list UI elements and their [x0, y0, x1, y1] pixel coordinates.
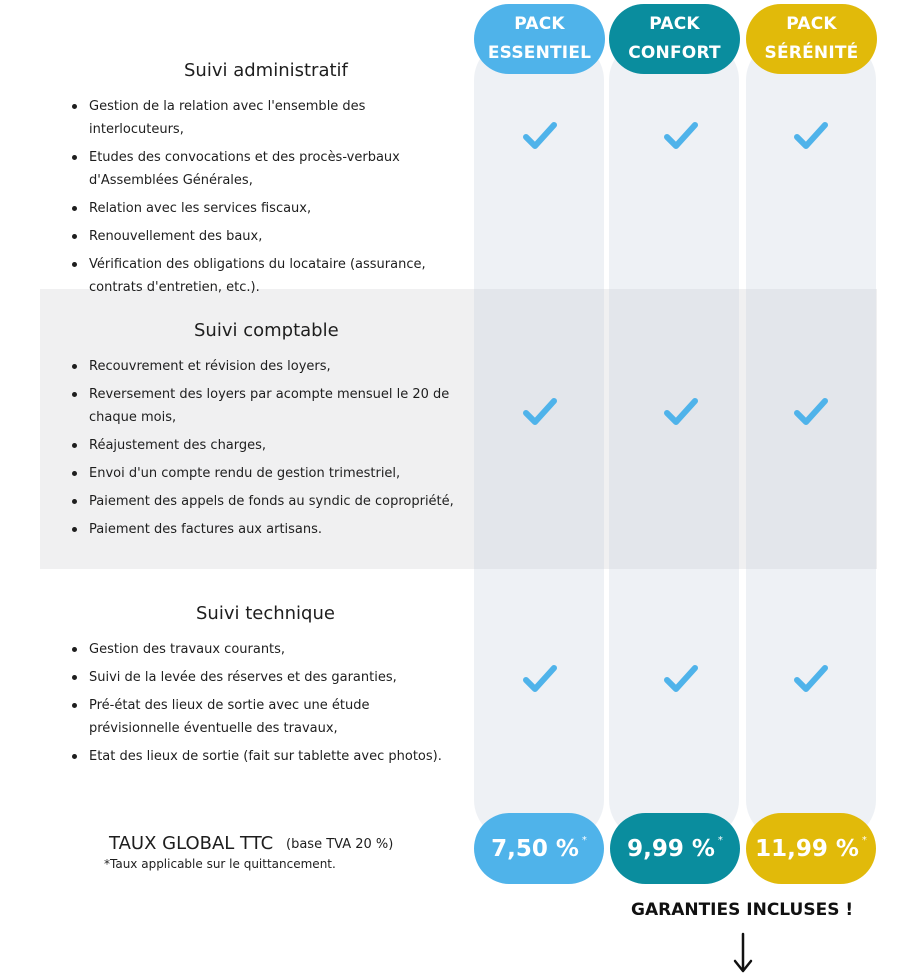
rate-value: 11,99 % — [755, 835, 859, 862]
checkmark-icon — [664, 664, 698, 694]
section-title-comptable: Suivi comptable — [194, 320, 339, 341]
list-item: Etat des lieux de sortie (fait sur tablette avec photos). — [89, 745, 464, 768]
rate-value: 7,50 % — [491, 835, 579, 862]
rate-asterisk: * — [717, 835, 723, 846]
checkmark-icon — [794, 664, 828, 694]
list-item: Paiement des factures aux artisans. — [89, 518, 464, 541]
section-list-comptable — [89, 355, 464, 546]
rate-asterisk: * — [581, 835, 587, 846]
checkmark-icon — [794, 397, 828, 427]
section-list-administratif — [89, 95, 464, 304]
list-item: Gestion de la relation avec l'ensemble des interlocuteurs, — [89, 95, 464, 141]
pack-name: ESSENTIEL — [487, 43, 592, 63]
column-serenite-bg — [746, 40, 876, 840]
rate-serenite — [746, 813, 876, 884]
arrow-down-icon — [730, 930, 756, 976]
pack-name: CONFORT — [628, 43, 721, 63]
section-list-technique — [89, 638, 464, 773]
checkmark-icon — [664, 397, 698, 427]
checkmark-icon — [523, 397, 557, 427]
list-item: Renouvellement des baux, — [89, 225, 464, 248]
list-item: Etudes des convocations et des procès-verbaux d'Assemblées Générales, — [89, 146, 464, 192]
list-item: Vérification des obligations du locataire (assurance, contrats d'entretien, etc.). — [89, 253, 464, 299]
section-title-technique: Suivi technique — [196, 603, 335, 624]
checkmark-icon — [664, 121, 698, 151]
list-item: Réajustement des charges, — [89, 434, 464, 457]
checkmark-icon — [794, 121, 828, 151]
pack-name: SÉRÉNITÉ — [764, 43, 859, 63]
pack-confort-header — [609, 4, 740, 74]
rates-note: (base TVA 20 %) — [286, 837, 394, 852]
pack-essentiel-header — [474, 4, 605, 74]
list-item: Suivi de la levée des réserves et des garanties, — [89, 666, 464, 689]
pack-serenite-header — [746, 4, 877, 74]
rate-asterisk: * — [861, 835, 867, 846]
rate-confort — [610, 813, 740, 884]
list-item: Pré-état des lieux de sortie avec une étude prévisionnelle éventuelle des travaux, — [89, 694, 464, 740]
list-item: Envoi d'un compte rendu de gestion trimestriel, — [89, 462, 464, 485]
rate-essentiel — [474, 813, 604, 884]
section-title-administratif: Suivi administratif — [184, 60, 348, 81]
list-item: Paiement des appels de fonds au syndic de copropriété, — [89, 490, 464, 513]
checkmark-icon — [523, 664, 557, 694]
list-item: Reversement des loyers par acompte mensuel le 20 de chaque mois, — [89, 383, 464, 429]
rate-value: 9,99 % — [627, 835, 715, 862]
list-item: Recouvrement et révision des loyers, — [89, 355, 464, 378]
garanties-label: GARANTIES INCLUSES ! — [631, 900, 854, 920]
rates-title: TAUX GLOBAL TTC — [109, 833, 274, 854]
rates-footnote: *Taux applicable sur le quittancement. — [104, 857, 336, 871]
pack-label: PACK — [514, 14, 565, 34]
column-essentiel-bg — [474, 40, 604, 840]
list-item: Gestion des travaux courants, — [89, 638, 464, 661]
list-item: Relation avec les services fiscaux, — [89, 197, 464, 220]
pack-label: PACK — [786, 14, 837, 34]
checkmark-icon — [523, 121, 557, 151]
pack-label: PACK — [649, 14, 700, 34]
column-confort-bg — [609, 40, 739, 840]
